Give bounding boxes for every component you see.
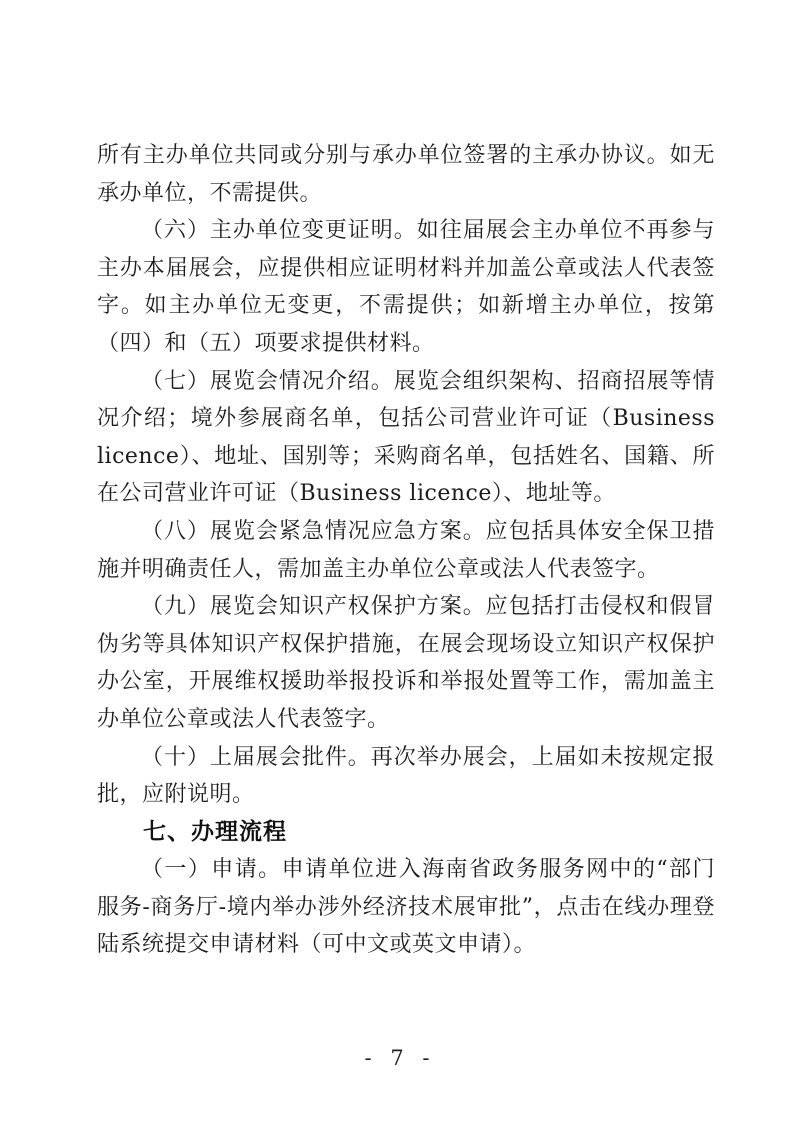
paragraph-item-9: （九）展览会知识产权保护方案。应包括打击侵权和假冒伪劣等具体知识产权保护措施，在展会现场设立知识产权保护办公室，开展维权援助举报投诉和举报处置等工作，需加盖主办单位公章或法人代表签字。 xyxy=(97,594,715,732)
page-number: - 7 - xyxy=(364,1046,436,1070)
paragraph-item-8: （八）展览会紧急情况应急方案。应包括具体安全保卫措施并明确责任人，需加盖主办单位公章或法人代表签字。 xyxy=(97,518,715,582)
section-heading-process: 七、办理流程 xyxy=(143,818,287,845)
paragraph-item-6: （六）主办单位变更证明。如往届展会主办单位不再参与主办本届展会，应提供相应证明材料并加盖公章或法人代表签字。如主办单位无变更，不需提供；如新增主办单位，按第（四）和（五）项要求提供材料。 xyxy=(97,218,715,356)
paragraph-item-10: （十）上届展会批件。再次举办展会，上届如未按规定报批，应附说明。 xyxy=(97,744,715,808)
paragraph-item-7: （七）展览会情况介绍。展览会组织架构、招商招展等情况介绍；境外参展商名单，包括公司营业许可证（Business licence）、地址、国别等；采购商名单，包括姓名、国籍、所在公司营业许可证（Business licence）、地址等。 xyxy=(97,368,715,507)
paragraph-continuation: 所有主办单位共同或分别与承办单位签署的主承办协议。如无承办单位，不需提供。 xyxy=(97,143,715,206)
paragraph-application: （一）申请。申请单位进入海南省政务服务网中的“部门服务-商务厅-境内举办涉外经济技术展审批”，点击在线办理登陆系统提交申请材料（可中文或英文申请）。 xyxy=(97,857,715,958)
page-text-block xyxy=(97,137,715,964)
